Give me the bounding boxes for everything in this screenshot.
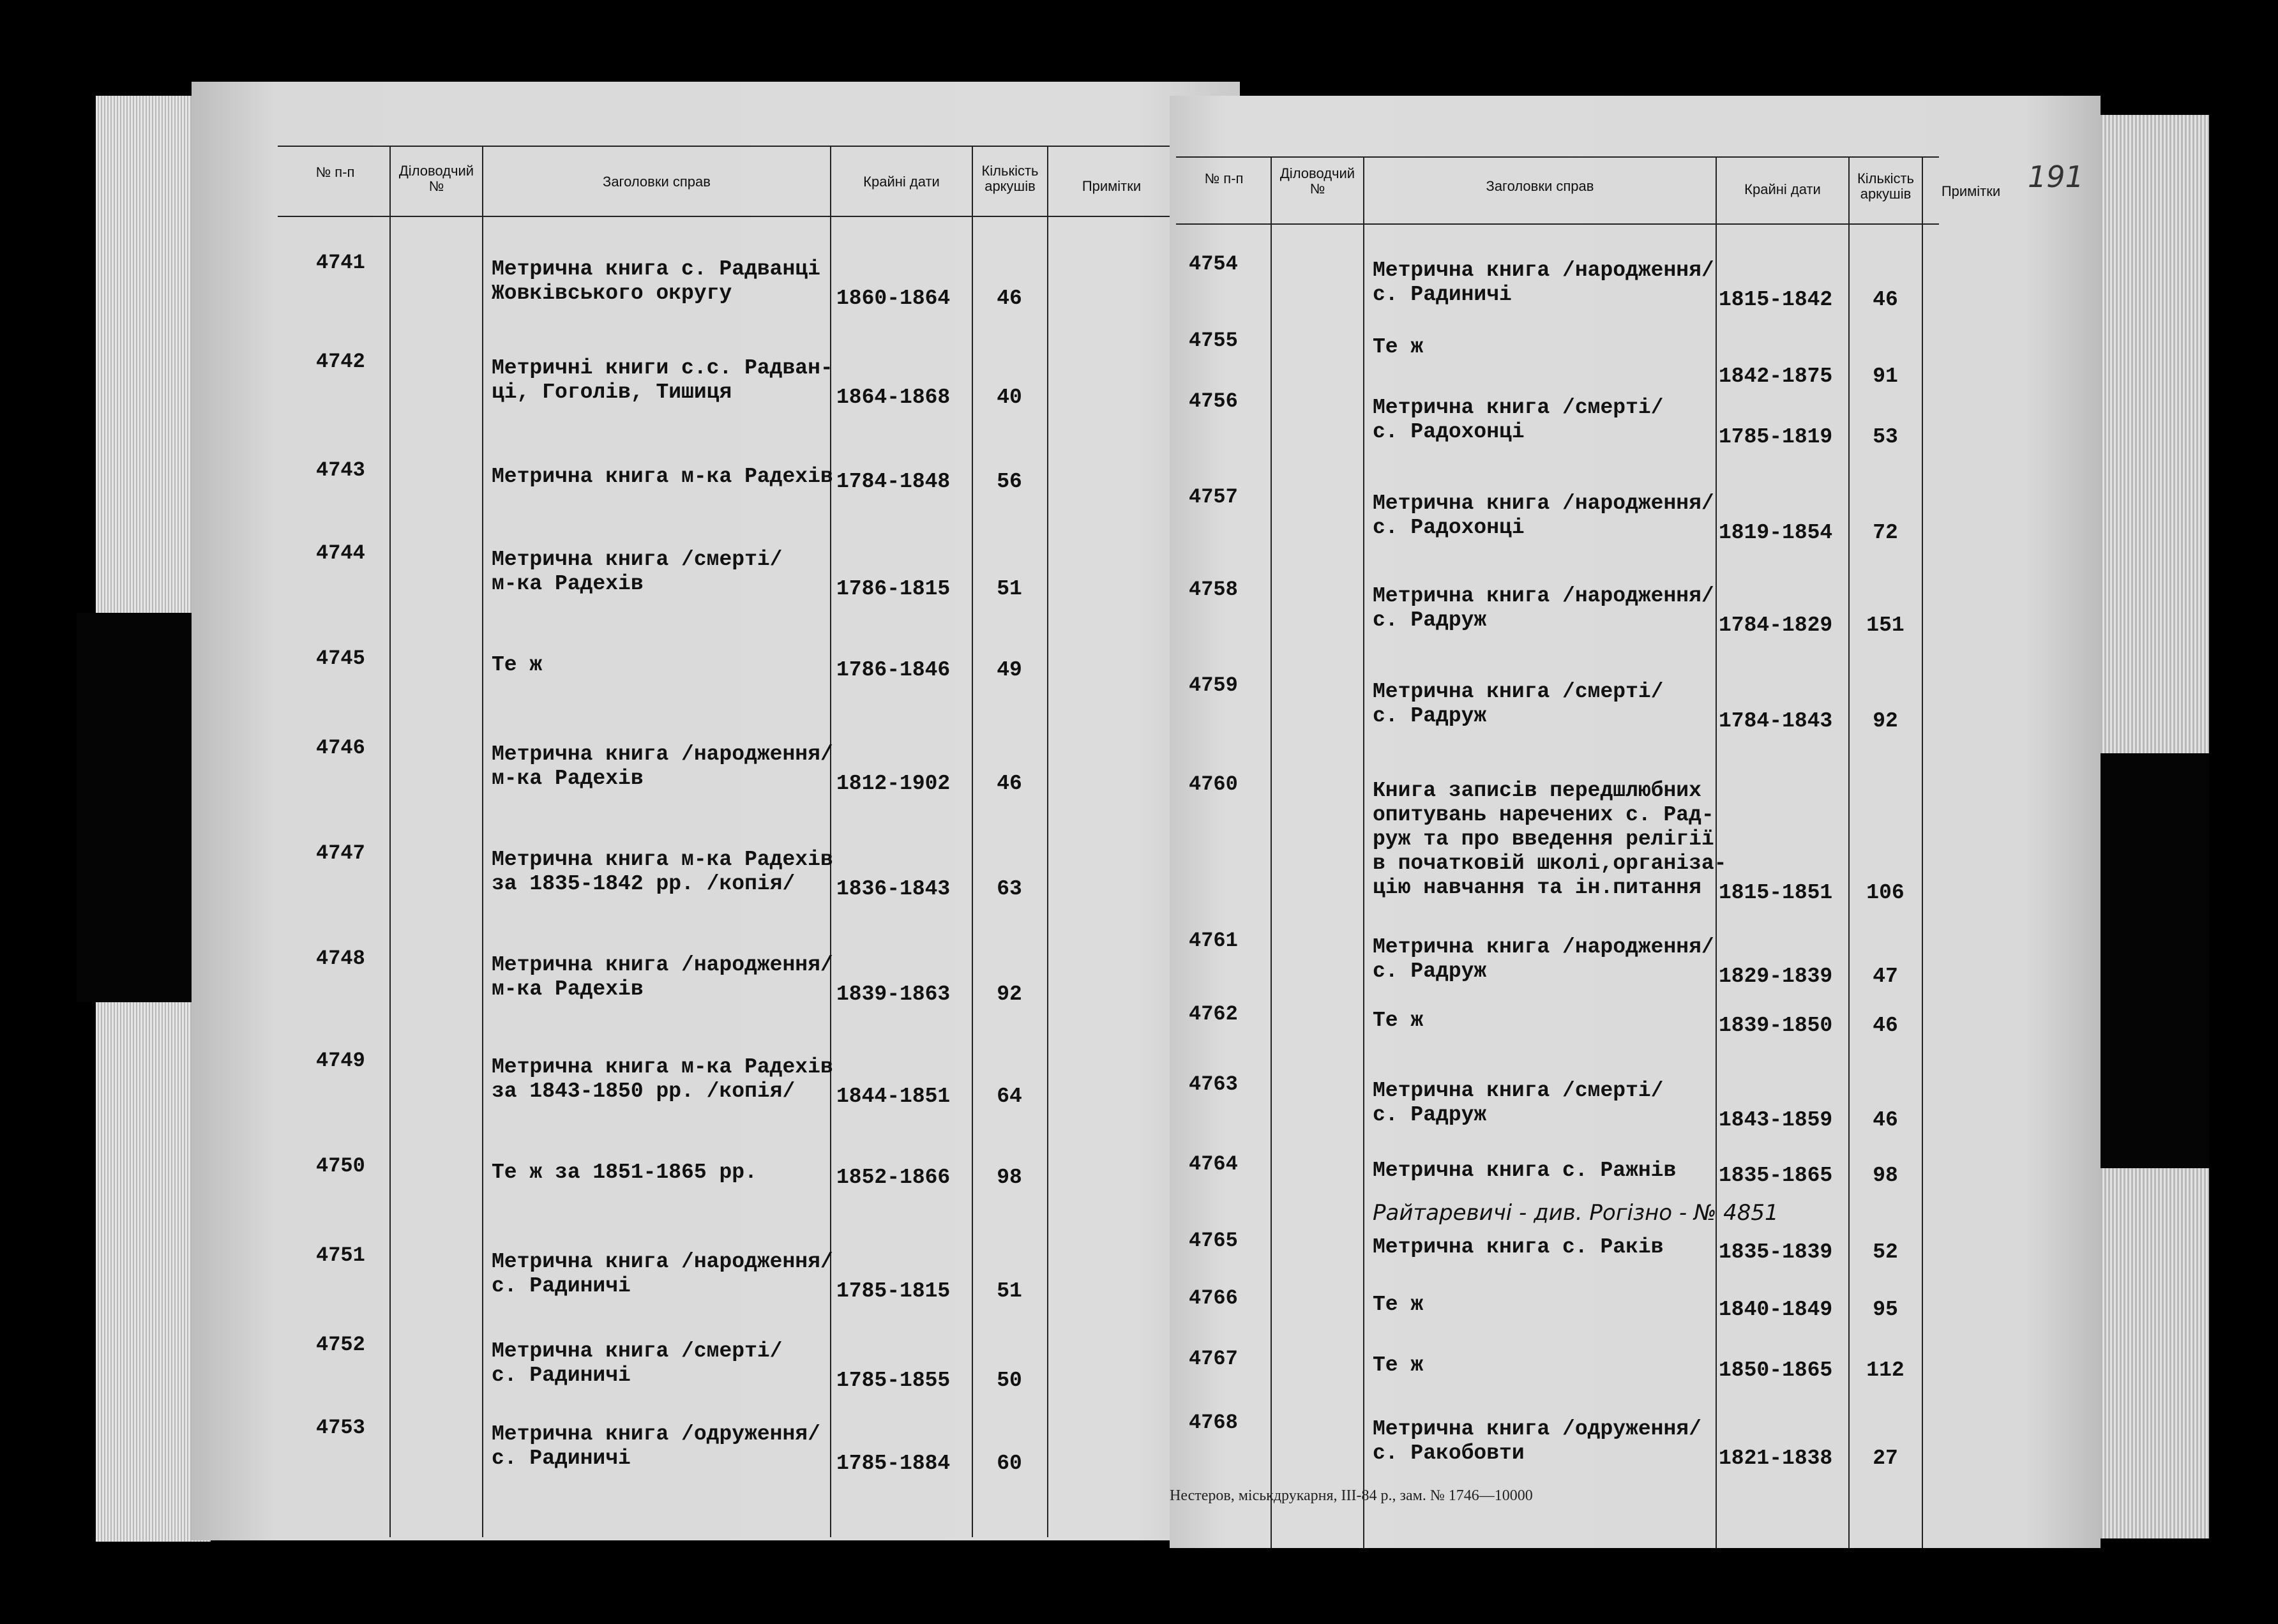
row-sheets: 50 <box>997 1369 1022 1392</box>
row-sheets: 46 <box>1873 1108 1898 1132</box>
row-sheets: 27 <box>1873 1447 1898 1470</box>
row-dates: 1836-1843 <box>836 877 951 901</box>
row-dates: 1815-1842 <box>1719 288 1833 312</box>
row-title-line: Метрична книга /народження/ <box>1373 492 1714 515</box>
row-dates: 1812-1902 <box>836 772 951 795</box>
row-title-line: Метрична книга /народження/ <box>1373 584 1714 608</box>
row-dates: 1819-1854 <box>1719 521 1833 545</box>
row-number: 4767 <box>1189 1347 1238 1371</box>
col-divider <box>1922 156 1923 1548</box>
row-title <box>1373 584 1714 633</box>
row-number: 4741 <box>316 251 365 274</box>
col-divider <box>1363 156 1364 1548</box>
row-title-line: Жовківського округу <box>492 282 732 305</box>
row-sheets: 64 <box>997 1085 1022 1108</box>
row-title <box>1373 335 1423 359</box>
row-title-line: Метрична книга /одруження/ <box>1373 1417 1701 1441</box>
row-title-line: Метрична книга /народження/ <box>492 1250 833 1274</box>
row-sheets: 46 <box>1873 288 1898 312</box>
row-dates: 1843-1859 <box>1719 1108 1833 1132</box>
row-title-line: с. Радиничі <box>492 1274 631 1298</box>
row-title-line: с. Радохонці <box>1373 420 1525 444</box>
header-no: № п-п <box>315 164 355 180</box>
row-number: 4759 <box>1189 673 1238 697</box>
row-number: 4756 <box>1189 389 1238 413</box>
row-sheets: 95 <box>1873 1298 1898 1321</box>
row-title-line: м-ка Радехів <box>492 572 644 596</box>
row-title-line: Метрична книга /народження/ <box>492 953 833 977</box>
row-dates: 1785-1819 <box>1719 425 1833 449</box>
row-dates: 1786-1815 <box>836 577 951 601</box>
row-number: 4750 <box>316 1154 365 1178</box>
row-title-line: с. Ракобовти <box>1373 1441 1525 1465</box>
row-title <box>1373 259 1714 307</box>
row-sheets: 52 <box>1873 1240 1898 1264</box>
row-title-line: Метрична книга м-ка Радехів <box>492 1055 833 1079</box>
row-title <box>1373 1079 1663 1127</box>
row-title-line: Те ж <box>1373 1009 1424 1032</box>
row-dates: 1784-1848 <box>836 470 951 493</box>
header-clerk: Діловодчий № <box>398 163 474 194</box>
col-divider <box>389 146 391 1537</box>
row-number: 4761 <box>1189 929 1238 952</box>
row-number: 4746 <box>316 736 365 760</box>
header-no: № п-п <box>1204 170 1244 186</box>
row-dates: 1785-1884 <box>836 1452 951 1475</box>
row-sheets: 51 <box>997 577 1022 601</box>
header-notes: Примітки <box>1941 183 2001 199</box>
row-title-line: с. Радохонці <box>1373 516 1525 539</box>
row-title-line: Метрична книга с. Ражнів <box>1373 1159 1677 1182</box>
right-page <box>1170 96 2101 1548</box>
header-bottom-rule <box>1176 223 1939 225</box>
row-number: 4743 <box>316 458 365 482</box>
row-sheets: 92 <box>1873 709 1898 733</box>
col-divider <box>482 146 483 1537</box>
row-title <box>492 1250 833 1298</box>
row-dates: 1821-1838 <box>1719 1447 1833 1470</box>
col-divider <box>830 146 831 1537</box>
row-sheets: 98 <box>1873 1164 1898 1187</box>
handwritten-note: Райтаревичі - див. Рогізно - № 4851 <box>1373 1200 1779 1226</box>
row-sheets: 72 <box>1873 521 1898 545</box>
header-top-rule <box>1176 156 1939 158</box>
row-title-line: Те ж <box>1373 1293 1424 1316</box>
row-dates: 1844-1851 <box>836 1085 951 1108</box>
row-title-line: с. Радруж <box>1373 608 1487 632</box>
row-number: 4755 <box>1189 329 1238 352</box>
row-sheets: 63 <box>997 877 1022 901</box>
row-sheets: 40 <box>997 386 1022 409</box>
col-divider <box>1848 156 1850 1548</box>
row-title-line: Метричні книги с.с. Радван- <box>492 356 833 380</box>
row-title <box>1373 1159 1676 1183</box>
row-number: 4757 <box>1189 485 1238 509</box>
row-title <box>492 848 833 896</box>
row-title <box>492 1055 833 1104</box>
row-title-line: Метрична книга м-ка Радехів <box>492 848 833 871</box>
col-divider <box>1271 156 1272 1548</box>
header-top-rule <box>278 146 1239 147</box>
row-sheets: 56 <box>997 470 1022 493</box>
row-sheets: 60 <box>997 1452 1022 1475</box>
row-title-line: Метрична книга /смерті/ <box>1373 1079 1664 1102</box>
row-number: 4752 <box>316 1333 365 1357</box>
row-title-line: Метрична книга /одруження/ <box>492 1422 820 1446</box>
row-title <box>492 1161 757 1185</box>
row-dates: 1864-1868 <box>836 386 951 409</box>
row-title-line: опитувань наречених с. Рад- <box>1373 803 1714 827</box>
row-dates: 1842-1875 <box>1719 365 1833 388</box>
row-title-line: руж та про введення релігії <box>1373 827 1714 851</box>
row-number: 4742 <box>316 350 365 373</box>
row-title-line: Метрична книга /смерті/ <box>492 548 783 571</box>
row-sheets: 46 <box>1873 1014 1898 1037</box>
row-dates: 1829-1839 <box>1719 965 1833 988</box>
col-divider <box>972 146 973 1537</box>
row-sheets: 46 <box>997 772 1022 795</box>
header-sheets: Кількість аркушів <box>1857 170 1915 202</box>
header-title: Заголовки справ <box>1486 178 1594 194</box>
row-title <box>492 356 833 405</box>
row-dates: 1860-1864 <box>836 287 951 310</box>
row-title-line: Метрична книга с. Радванці <box>492 257 820 281</box>
row-title-line: Метрична книга /народження/ <box>1373 935 1714 959</box>
row-title-line: с. Радиничі <box>492 1364 631 1387</box>
row-title-line: Метрична книга /народження/ <box>1373 259 1714 282</box>
row-title-line: Книга записів передшлюбних <box>1373 779 1701 802</box>
row-title <box>1373 779 1727 900</box>
row-number: 4768 <box>1189 1411 1238 1434</box>
row-title-line: Те ж <box>1373 335 1424 359</box>
row-sheets: 106 <box>1866 881 1905 905</box>
header-bottom-rule <box>278 216 1239 217</box>
row-dates: 1815-1851 <box>1719 881 1833 905</box>
row-title <box>1373 396 1663 444</box>
row-title-line: м-ка Радехів <box>492 767 644 790</box>
row-title <box>1373 1235 1663 1259</box>
row-title-line: с. Радиничі <box>492 1447 631 1470</box>
row-title <box>492 257 820 306</box>
header-dates: Крайні дати <box>863 174 940 190</box>
row-dates: 1784-1829 <box>1719 613 1833 637</box>
row-sheets: 46 <box>997 287 1022 310</box>
row-title-line: в початковій школі,організа- <box>1373 852 1727 875</box>
row-number: 4751 <box>316 1244 365 1267</box>
printer-footer: Нестеров, міськдрукарня, III-84 р., зам. № 1746—10000 <box>1170 1487 1533 1504</box>
row-sheets: 112 <box>1866 1358 1905 1382</box>
header-title: Заголовки справ <box>603 174 711 190</box>
row-title <box>492 465 833 489</box>
row-title-line: Метрична книга м-ка Радехів <box>492 465 833 488</box>
row-title-line: с. Радруж <box>1373 704 1487 728</box>
header-notes: Примітки <box>1082 178 1142 194</box>
row-title <box>492 653 542 677</box>
row-title-line: м-ка Радехів <box>492 977 644 1001</box>
row-dates: 1785-1815 <box>836 1279 951 1303</box>
row-number: 4748 <box>316 947 365 970</box>
row-dates: 1786-1846 <box>836 658 951 682</box>
row-title <box>492 548 782 596</box>
row-title-line: за 1843-1850 рр. /копія/ <box>492 1079 796 1103</box>
row-title-line: с. Радруж <box>1373 959 1487 983</box>
row-sheets: 49 <box>997 658 1022 682</box>
row-sheets: 151 <box>1866 613 1905 637</box>
row-number: 4747 <box>316 841 365 865</box>
row-title <box>492 742 833 791</box>
row-title-line: Метрична книга с. Раків <box>1373 1235 1664 1259</box>
row-sheets: 92 <box>997 982 1022 1006</box>
header-sheets: Кількість аркушів <box>981 163 1039 194</box>
row-dates: 1850-1865 <box>1719 1358 1833 1382</box>
row-title <box>492 1339 782 1388</box>
col-divider <box>1047 146 1048 1537</box>
row-title <box>1373 1293 1423 1317</box>
row-sheets: 91 <box>1873 365 1898 388</box>
row-number: 4765 <box>1189 1229 1238 1252</box>
row-number: 4764 <box>1189 1152 1238 1176</box>
row-sheets: 53 <box>1873 425 1898 449</box>
row-title <box>1373 1417 1701 1466</box>
row-title <box>1373 492 1714 540</box>
header-dates: Крайні дати <box>1744 181 1821 197</box>
row-number: 4754 <box>1189 252 1238 276</box>
row-number: 4744 <box>316 541 365 565</box>
row-dates: 1785-1855 <box>836 1369 951 1392</box>
row-number: 4753 <box>316 1416 365 1440</box>
row-number: 4745 <box>316 647 365 670</box>
row-dates: 1835-1839 <box>1719 1240 1833 1264</box>
row-title-line: цію навчання та ін.питання <box>1373 876 1701 899</box>
row-sheets: 47 <box>1873 965 1898 988</box>
row-dates: 1835-1865 <box>1719 1164 1833 1187</box>
row-title-line: с. Радиничі <box>1373 283 1512 306</box>
row-title <box>1373 1353 1423 1378</box>
row-number: 4766 <box>1189 1286 1238 1310</box>
row-dates: 1852-1866 <box>836 1166 951 1189</box>
row-title-line: Метрична книга /смерті/ <box>492 1339 783 1363</box>
row-title-line: Метрична книга /народження/ <box>492 742 833 766</box>
row-title <box>1373 935 1714 984</box>
row-title <box>492 953 833 1002</box>
row-dates: 1840-1849 <box>1719 1298 1833 1321</box>
row-number: 4749 <box>316 1049 365 1072</box>
row-dates: 1839-1863 <box>836 982 951 1006</box>
row-sheets: 98 <box>997 1166 1022 1189</box>
row-title-line: с. Радруж <box>1373 1103 1487 1127</box>
row-sheets: 51 <box>997 1279 1022 1303</box>
row-dates: 1839-1850 <box>1719 1014 1833 1037</box>
row-number: 4758 <box>1189 578 1238 601</box>
row-title <box>1373 680 1663 728</box>
row-title-line: Те ж за 1851-1865 рр. <box>492 1161 757 1184</box>
row-title <box>492 1422 820 1471</box>
page-number: 191 <box>2028 160 2084 194</box>
row-number: 4762 <box>1189 1002 1238 1026</box>
row-number: 4763 <box>1189 1072 1238 1096</box>
row-title-line: Те ж <box>1373 1353 1424 1377</box>
row-dates: 1784-1843 <box>1719 709 1833 733</box>
row-title-line: ці, Гоголів, Тишиця <box>492 380 732 404</box>
left-page <box>192 82 1240 1540</box>
row-number: 4760 <box>1189 772 1238 796</box>
row-title-line: за 1835-1842 рр. /копія/ <box>492 872 796 896</box>
row-title-line: Метрична книга /смерті/ <box>1373 680 1664 703</box>
header-clerk: Діловодчий № <box>1279 165 1355 197</box>
row-title-line: Те ж <box>492 653 543 677</box>
row-title <box>1373 1009 1423 1033</box>
row-title-line: Метрична книга /смерті/ <box>1373 396 1664 419</box>
